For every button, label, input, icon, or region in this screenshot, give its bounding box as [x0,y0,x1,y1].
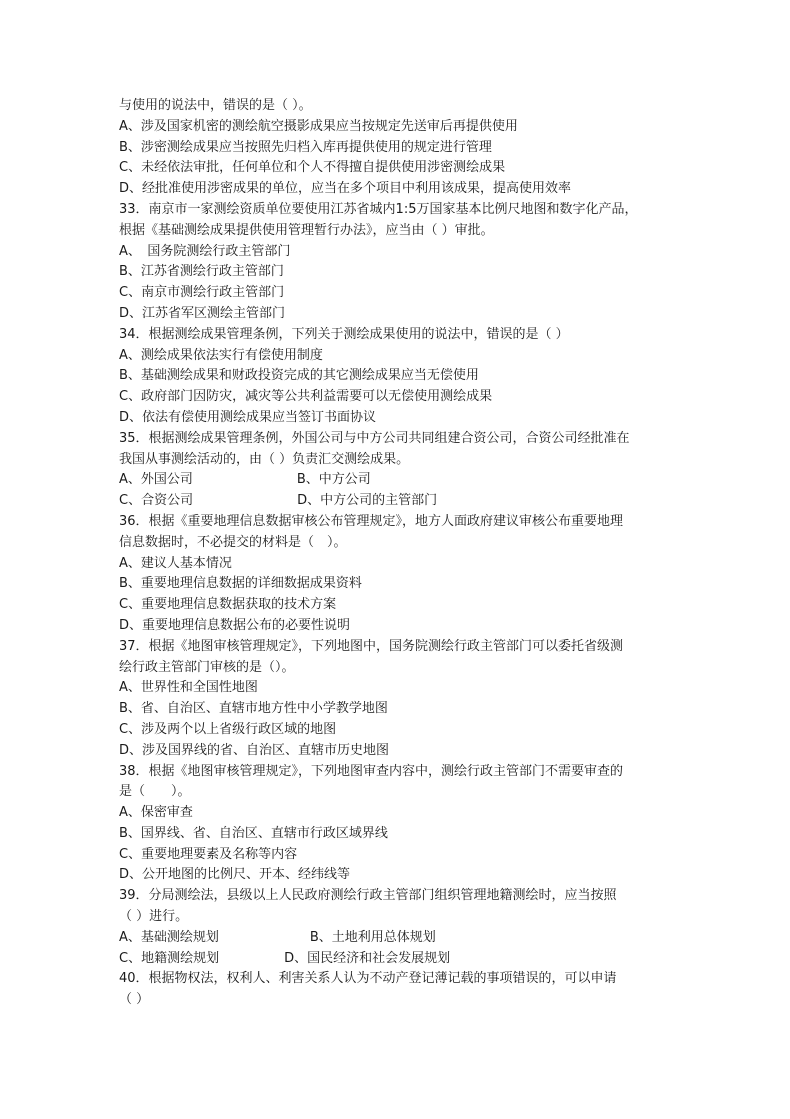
question-34-line: 34．根据测绘成果管理条例，下列关于测绘成果使用的说法中，错误的是（ ） [119,326,569,342]
option-line: B、省、自治区、直辖市地方性中小学教学地图 [119,701,388,717]
option-line: D、公开地图的比例尺、开本、经纬线等 [119,867,351,883]
question-39-line: 39．分局测绘法，县级以上人民政府测绘行政主管部门组织管理地籍测绘时，应当按照 [119,888,617,904]
option-line: D、涉及国界线的省、自治区、直辖市历史地图 [119,742,390,758]
option-line: C、政府部门因防灾，减灾等公共利益需要可以无偿使用测绘成果 [119,389,493,405]
option-line: D、重要地理信息数据公布的必要性说明 [119,617,351,633]
option-line: A、涉及国家机密的测绘航空摄影成果应当按规定先送审后再提供使用 [119,118,518,134]
option-line: B、江苏省测绘行政主管部门 [119,264,284,280]
text-line: 与使用的说法中，错误的是（ ）。 [119,98,312,113]
question-37-line: 37．根据《地图审核管理规定》，下列地图中，国务院测绘行政主管部门可以委托省级测 [119,638,624,654]
question-36-line: 信息数据时，不必提交的材料是（ ）。 [119,534,347,550]
option-line: D、经批准使用涉密成果的单位，应当在多个项目中利用该成果，提高使用效率 [119,181,572,197]
option-line: A、基础测绘规划 B、土地利用总体规划 [119,929,436,945]
option-line: B、基础测绘成果和财政投资完成的其它测绘成果应当无偿使用 [119,368,479,384]
option-line: C、南京市测绘行政主管部门 [119,285,285,301]
option-line: A、 国务院测绘行政主管部门 [119,243,291,259]
question-33-line: 根据《基础测绘成果提供使用管理暂行办法》，应当由（ ）审批。 [119,222,494,238]
option-line: D、依法有偿使用测绘成果应当签订书面协议 [119,409,377,425]
option-line: A、保密审查 [119,805,193,821]
option-line: B、重要地理信息数据的详细数据成果资料 [119,576,362,592]
option-line: D、江苏省军区测绘主管部门 [119,305,286,321]
question-33-line: 33．南京市一家测绘资质单位要使用江苏省城内1:5万国家基本比例尺地图和数字化产品， [119,201,638,217]
option-line: C、重要地理信息数据获取的技术方案 [119,597,337,613]
question-38-line: 38．根据《地图审核管理规定》，下列地图审查内容中，测绘行政主管部门不需要审查的 [119,763,624,779]
option-line: B、国界线、省、自治区、直辖市行政区域界线 [119,825,388,841]
option-line: C、重要地理要素及名称等内容 [119,846,298,862]
question-37-line: 绘行政主管部门审核的是（）。 [119,659,295,675]
option-line: A、外国公司 B、中方公司 [119,472,371,488]
question-38-line: 是（ ）。 [119,784,191,800]
option-line: C、涉及两个以上省级行政区域的地图 [119,721,337,737]
question-40-line: 40．根据物权法，权利人、利害关系人认为不动产登记薄记载的事项错误的，可以申请 [119,971,617,987]
option-line: C、未经依法审批，任何单位和个人不得擅自提供使用涉密测绘成果 [119,160,506,176]
option-line: B、涉密测绘成果应当按照先归档入库再提供使用的规定进行管理 [119,139,492,155]
question-36-line: 36．根据《重要地理信息数据审核公布管理规定》，地方人面政府建议审核公布重要地理 [119,513,624,529]
option-line: A、测绘成果依法实行有偿使用制度 [119,347,323,363]
option-line: A、建议人基本情况 [119,555,232,571]
question-40-line: （ ） [119,992,150,1008]
question-39-line: （ ）进行。 [119,909,189,925]
option-line: C、地籍测绘规划 D、国民经济和社会发展规划 [119,950,451,966]
option-line: C、合资公司 D、中方公司的主管部门 [119,493,438,509]
question-35-line: 我国从事测绘活动的，由（ ）负责汇交测绘成果。 [119,451,410,467]
question-35-line: 35．根据测绘成果管理条例，外国公司与中方公司共同组建合资公司，合资公司经批准在 [119,430,630,446]
option-line: A、世界性和全国性地图 [119,680,258,696]
question-text-block [119,96,679,1011]
